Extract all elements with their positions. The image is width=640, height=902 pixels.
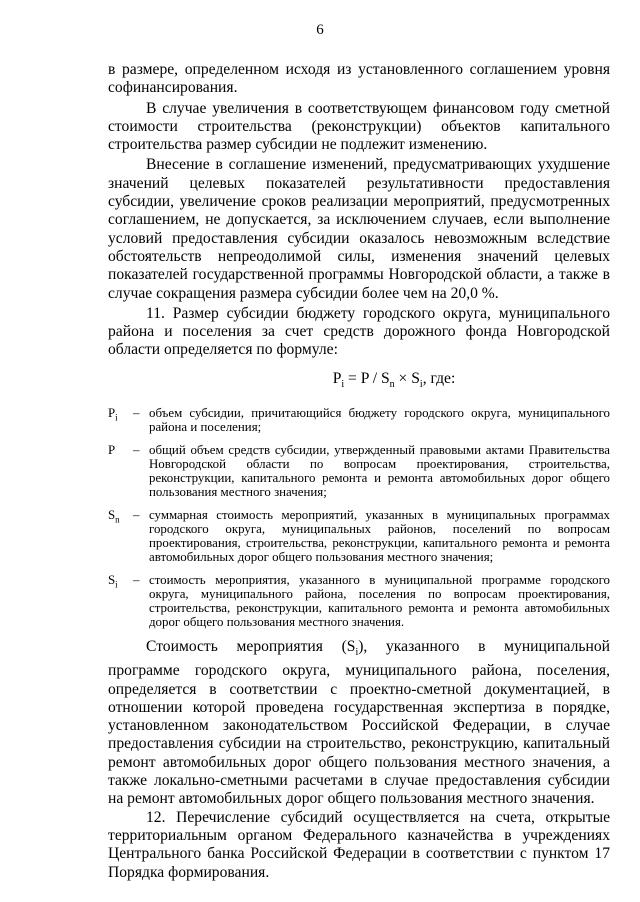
paragraph-cofinancing: в размере, определенном исходя из установленного соглашением уровня софинансирования. <box>108 61 610 97</box>
paragraph-transfer: 12. Перечисление субсидий осуществляется на счета, открытые территориальным органом Федерального казначейства в учреждениях Центрального банка Российской Федерации в соответствии с пунктом 17 Порядка формирования. <box>108 808 610 881</box>
definition-item <box>108 573 610 629</box>
definition-item <box>108 406 610 434</box>
paragraph-agreement-changes: Внесение в соглашение изменений, предусматривающих ухудшение значений целевых показателей результативности предоставления субсидии, увеличение сроков реализации мероприятий, предусмотренных соглашением, не допускается, за исключением случаев, если выполнение условий предоставления субсидии оказалось невозможным вследствие обстоятельств непреодолимой силы, изменения значений целевых показателей государственной программы Новгородской области, а также в случае сокращения размера субсидии более чем на 20,0 %. <box>108 156 610 302</box>
formula-n-sub: n <box>389 378 395 390</box>
formula-i-sub: i <box>419 378 423 390</box>
definition-text: общий объем средств субсидии, утвержденный правовыми актами Правительства Новгородской области по вопросам проектирования, строительства, реконструкции, капитального ремонта и ремонта автомобильных дорог общего пользования местного значения; <box>149 442 610 499</box>
formula-eq: = P / S <box>344 369 390 387</box>
definition-symbol: P <box>108 442 116 457</box>
definition-item <box>108 443 610 499</box>
document-body <box>108 61 610 882</box>
formula-times: × S <box>394 369 420 387</box>
definition-symbol: $P_i$ <box>108 405 118 423</box>
paragraph-subsidy-size: 11. Размер субсидии бюджету городского округа, муниципального района и поселения за счет средств дорожного фонда Новгородской области определяется по формуле: <box>108 304 610 359</box>
definition-dash: – <box>133 507 140 522</box>
definition-symbol: $S_n$ <box>108 507 120 525</box>
definition-dash: – <box>133 572 140 587</box>
definition-text: суммарная стоимость мероприятий, указанных в муниципальных программах городского округа, муниципальных районов, поселений по вопросам проектирования, строительства, реконструкции, капитального ремонта и ремонта автомобильных дорог общего пользования местного значения; <box>149 507 610 564</box>
subsidy-formula <box>108 369 610 394</box>
definition-dash: – <box>133 405 140 420</box>
definition-text: объем субсидии, причитающийся бюджету городского округа, муниципального района и поселения; <box>149 405 610 434</box>
paragraph-cost-increase: В случае увеличения в соответствующем финансовом году сметной стоимости строительства (реконструкции) объектов капитального строительства размер субсидии не подлежит изменению. <box>108 99 610 154</box>
definition-item <box>108 508 610 564</box>
page-number: 6 <box>316 22 324 38</box>
definition-symbol: $S_i$ <box>108 572 118 590</box>
formula-definitions <box>108 406 610 629</box>
formula-tail: , где: <box>422 369 456 387</box>
definition-text: стоимость мероприятия, указанного в муниципальной программе городского округа, муниципального района, поселения по вопросам проектирования, строительства, реконструкции, капитального ремонта и ремонта автомобильных дорог общего пользования местного значения. <box>149 572 610 629</box>
formula-lhs: P <box>332 369 342 387</box>
formula-lhs-sub: i <box>341 378 345 390</box>
paragraph-project-cost: Стоимость мероприятия $(S_i)$, указанного в муниципальной программе городского округа, муниципального района, поселения, определяется в соответствии с проектно-сметной документацией, в отношении которой проведена государственная экспертиза в порядке, установленном законодательством Российской Федерации, в случае предоставления субсидии на строительство, реконструкцию, капитальный ремонт автомобильных дорог общего пользования местного значения, а также локально-сметными расчетами в случае предоставления субсидии на ремонт автомобильных дорог общего пользования местного значения. <box>108 637 610 808</box>
definition-dash: – <box>133 442 140 457</box>
